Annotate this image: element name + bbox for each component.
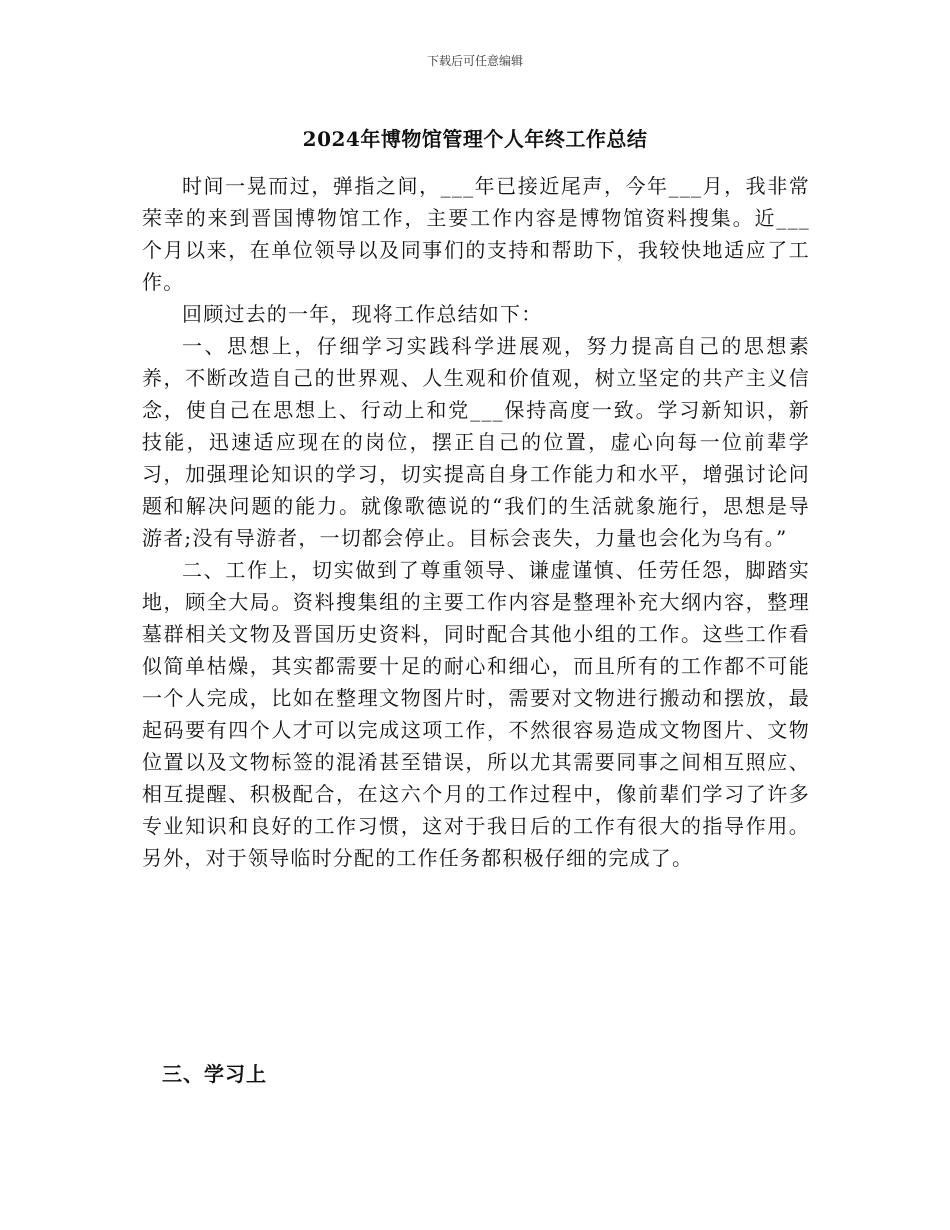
paragraph-review: 回顾过去的一年，现将工作总结如下： [182, 302, 543, 326]
paragraph-intro: 时间一晃而过，弹指之间，___年已接近尾声，今年___月，我非常荣幸的来到晋国博物馆工作，主要工作内容是博物馆资料搜集。近___个月以来，在单位领导以及同事们的支持和帮助下，我较快地适应了工作。 [142, 174, 810, 294]
document-title: 2024年博物馆管理个人年终工作总结 [302, 127, 648, 151]
header-note: 下载后可任意编辑 [426, 54, 523, 68]
paragraph-thought: 一、思想上，仔细学习实践科学进展观，努力提高自己的思想素养，不断改造自己的世界观、人生观和价值观，树立坚定的共产主义信念，使自己在思想上、行动上和党___保持高度一致。学习新知识，新技能，迅速适应现在的岗位，摆正自己的位置，虚心向每一位前辈学习，加强理论知识的学习，切实提高自身工作能力和水平，增强讨论问题和解决问题的能力。就像歌德说的“我们的生活就象施行，思想是导游者;没有导游者，一切都会停止。目标会丧失，力量也会化为乌有。” [142, 334, 810, 550]
section-heading-study: 三、学习上 [162, 1062, 267, 1086]
paragraph-work: 二、工作上，切实做到了尊重领导、谦虚谨慎、任劳任怨，脚踏实地，顾全大局。资料搜集组的主要工作内容是整理补充大纲内容，整理墓群相关文物及晋国历史资料，同时配合其他小组的工作。这些工作看似简单枯燥，其实都需要十足的耐心和细心，而且所有的工作都不可能一个人完成，比如在整理文物图片时，需要对文物进行搬动和摆放，最起码要有四个人才可以完成这项工作，不然很容易造成文物图片、文物位置以及文物标签的混淆甚至错误，所以尤其需要同事之间相互照应、相互提醒、积极配合，在这六个月的工作过程中，像前辈们学习了许多专业知识和良好的工作习惯，这对于我日后的工作有很大的指导作用。另外，对于领导临时分配的工作任务都积极仔细的完成了。 [142, 558, 810, 870]
document-body [142, 170, 810, 874]
